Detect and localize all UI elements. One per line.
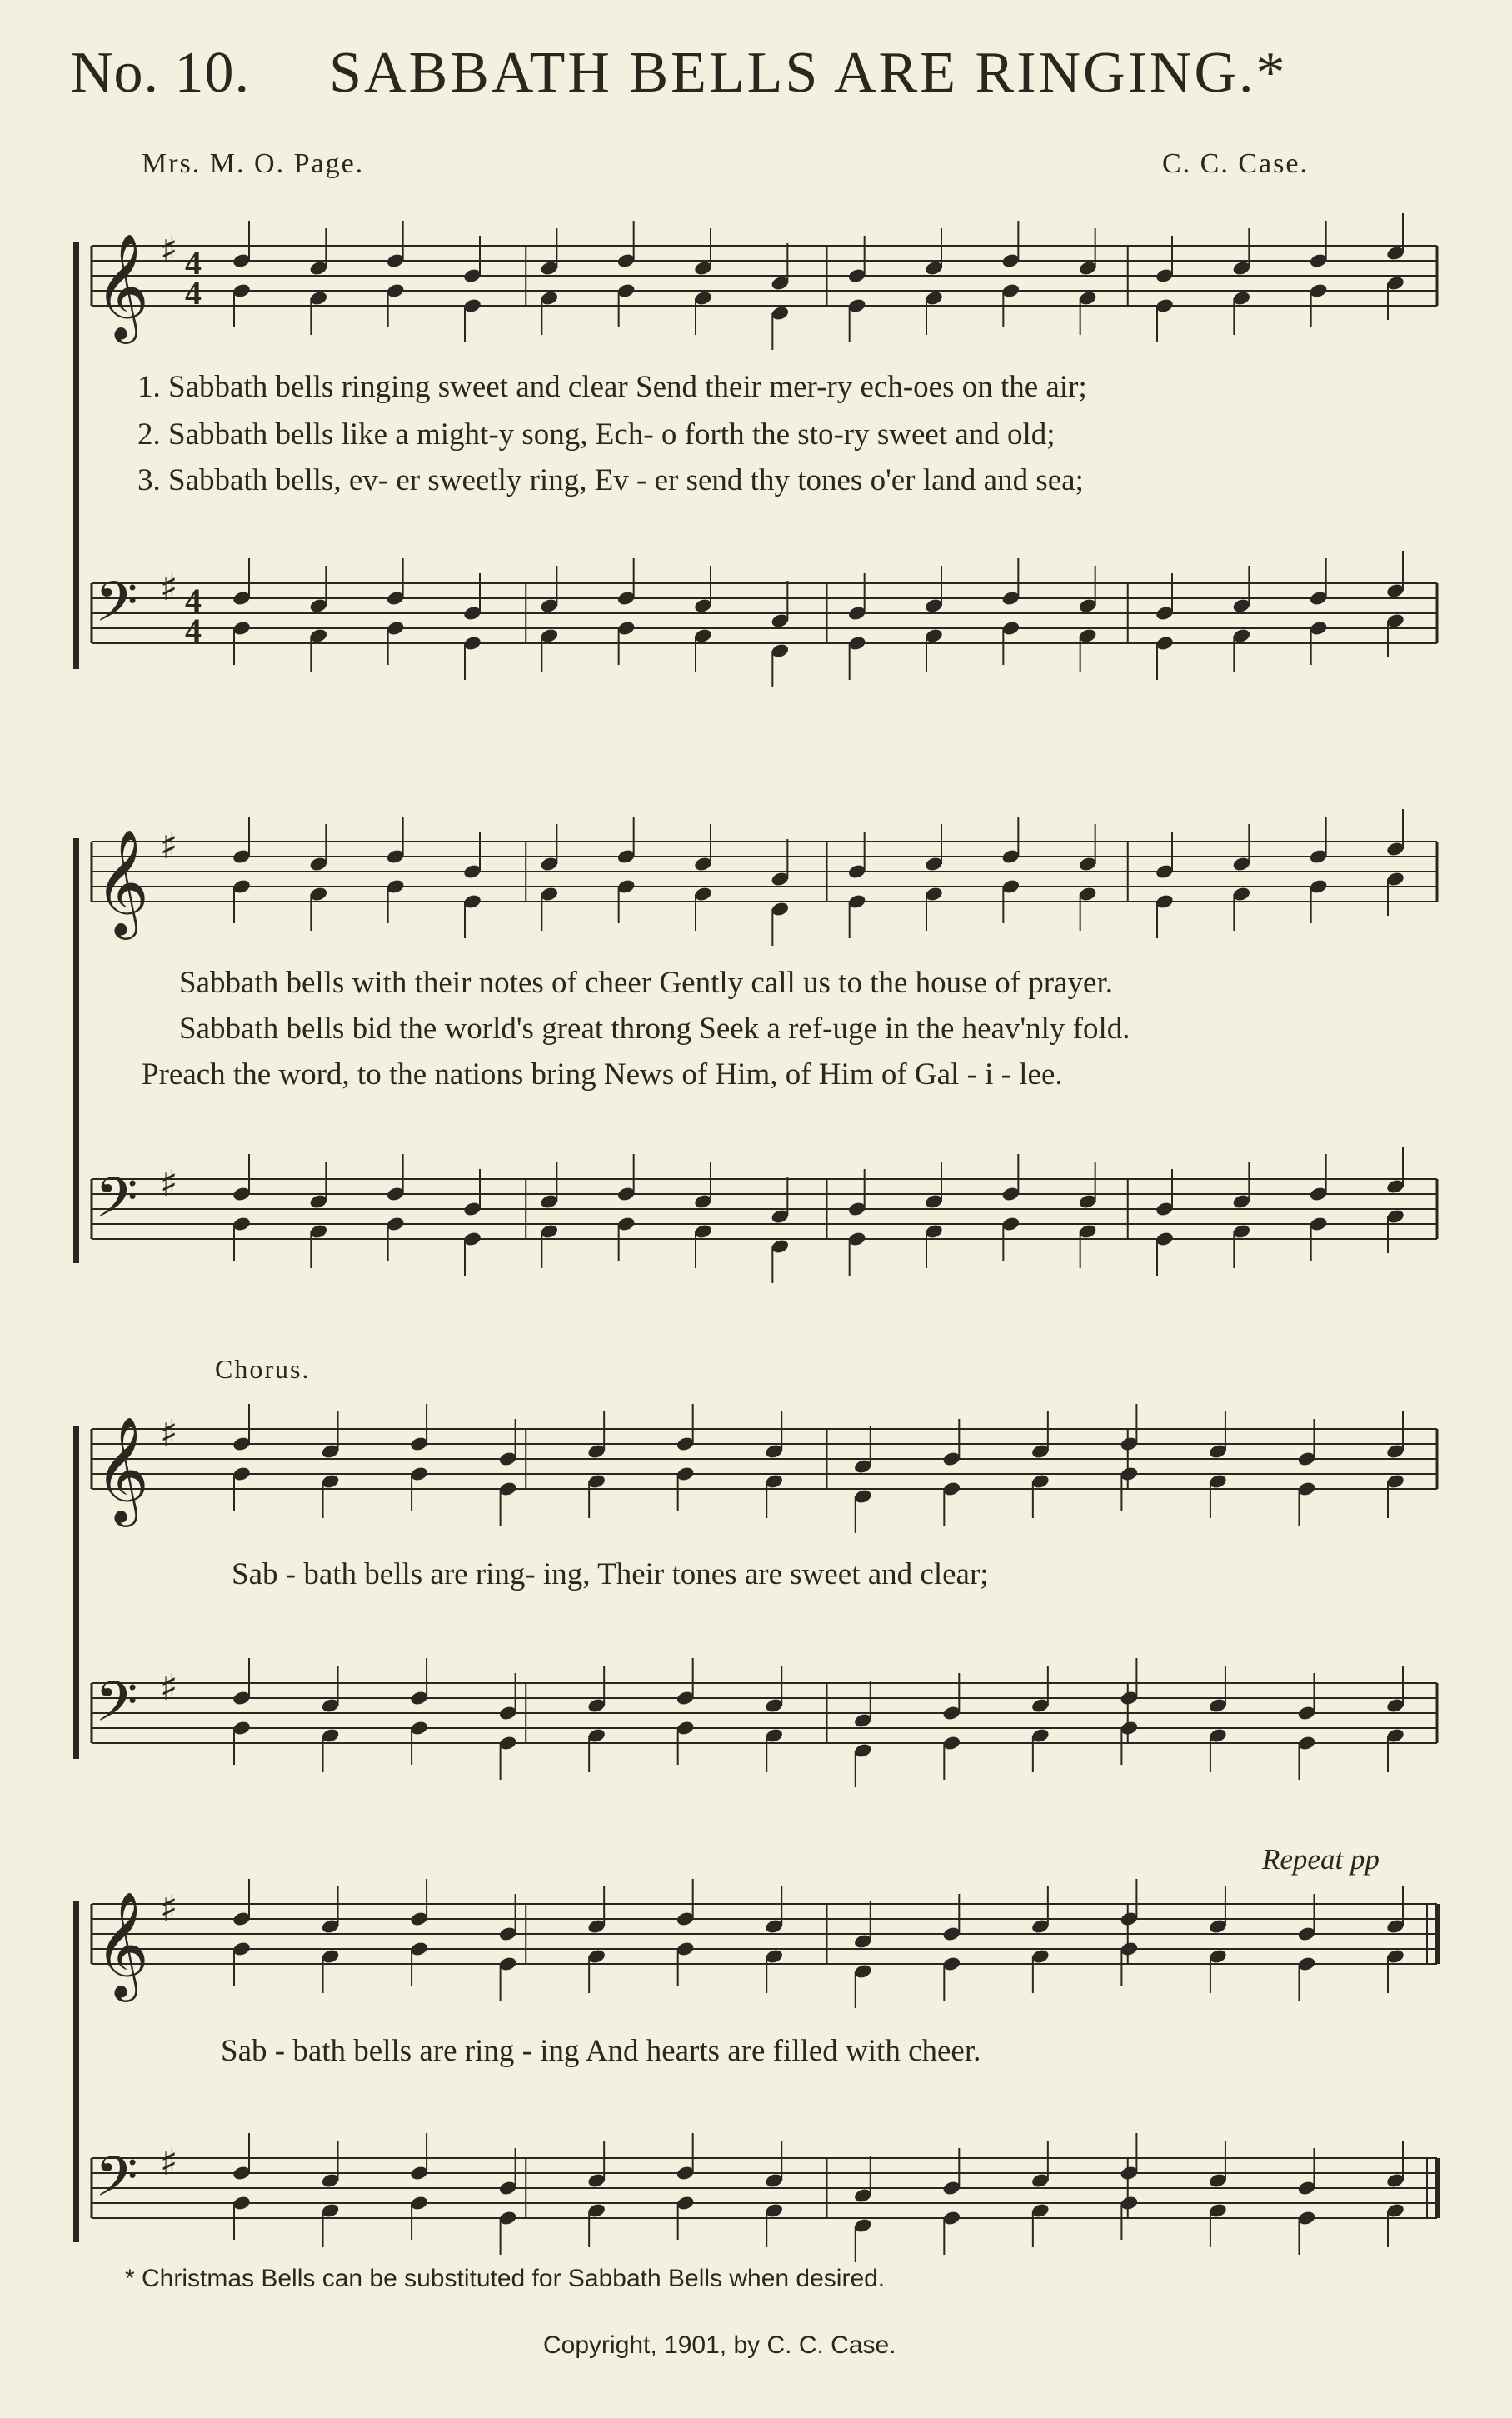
treble-clef-icon: 𝄞 [95,1416,150,1522]
bass-clef-icon: 𝄢 [95,2145,138,2222]
repeat-pp-marking: Repeat pp [1262,1843,1380,1876]
system-2-treble-staff [0,825,1512,935]
footnote: * Christmas Bells can be substituted for Sabbath Bells when desired. [125,2265,886,2292]
system-1-bass-staff [0,567,1512,658]
bass-clef-icon: 𝄢 [95,1166,138,1243]
treble-clef-icon: 𝄞 [95,828,150,935]
final-bass-staff [0,2141,1512,2233]
treble-clef-icon: 𝄞 [95,1891,150,1997]
sharp-icon: ♯ [160,567,178,609]
chorus-lyric: Sab - bath bells are ring- ing, Their tones are sweet and clear; [232,1557,989,1591]
sharp-icon: ♯ [160,1412,178,1455]
hymn-title: SABBATH BELLS ARE RINGING.* [329,41,1288,105]
time-signature-top: 4 [185,244,202,282]
composer: C. C. Case. [1162,148,1309,179]
system-1-verse-1: 1. Sabbath bells ringing sweet and clear Send their mer-ry ech-oes on the air; [137,370,1087,404]
final-treble-staff [0,1887,1512,1997]
bass-clef-icon: 𝄢 [95,1670,138,1747]
treble-clef-icon: 𝄞 [95,232,150,339]
system-2-verse-2: Sabbath bells bid the world's great throng Seek a ref-uge in the heav'nly fold. [179,1012,1130,1046]
system-2-bass-staff [0,1162,1512,1254]
time-signature-top: 4 [185,582,202,619]
time-signature-bottom: 4 [185,612,202,649]
bass-clef-icon: 𝄢 [95,570,138,647]
final-lyric: Sab - bath bells are ring - ing And hearts are filled with cheer. [221,2034,981,2068]
sharp-icon: ♯ [160,1887,178,1930]
sharp-icon: ♯ [160,229,178,272]
sharp-icon: ♯ [160,825,178,867]
sharp-icon: ♯ [160,2141,178,2184]
chorus-label: Chorus. [215,1354,311,1384]
sharp-icon: ♯ [160,1666,178,1709]
hymn-number: No. 10. [71,41,251,105]
lyricist: Mrs. M. O. Page. [142,148,365,179]
system-1-verse-3: 3. Sabbath bells, ev- er sweetly ring, Ev - er send thy tones o'er land and sea; [137,463,1084,497]
system-1-treble-staff [0,229,1512,339]
copyright: Copyright, 1901, by C. C. Case. [543,2331,896,2359]
time-signature-bottom: 4 [185,274,202,312]
sharp-icon: ♯ [160,1162,178,1205]
system-2-verse-1: Sabbath bells with their notes of cheer Gently call us to the house of prayer. [179,966,1114,1000]
system-2-verse-3: Preach the word, to the nations bring News of Him, of Him of Gal - i - lee. [142,1057,1063,1092]
chorus-bass-staff [0,1666,1512,1758]
system-1-verse-2: 2. Sabbath bells like a might-y song, Ech- o forth the sto-ry sweet and old; [137,417,1055,452]
chorus-treble-staff [0,1412,1512,1522]
